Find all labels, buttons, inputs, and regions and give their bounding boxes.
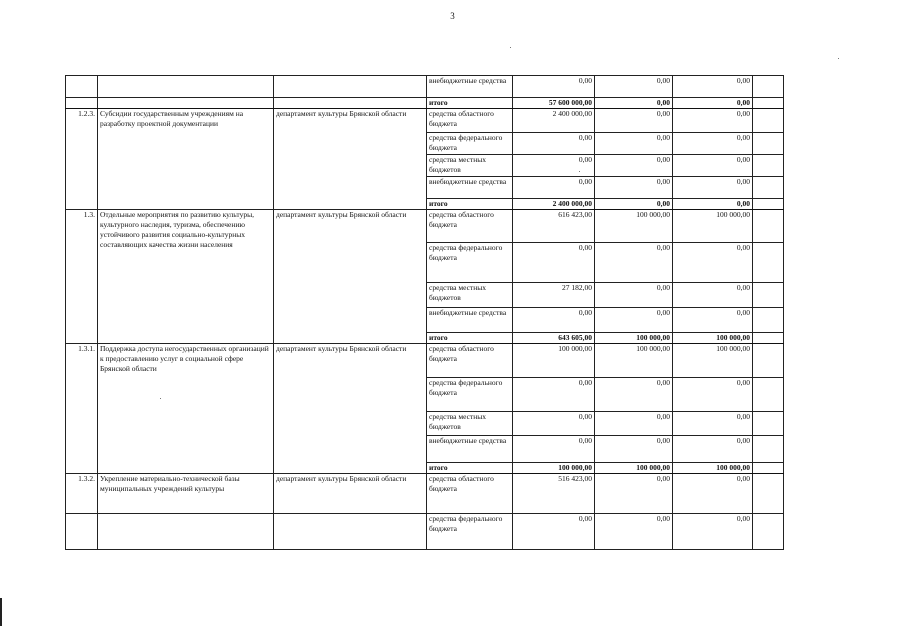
amount-year-2: 100 000,00 (595, 463, 673, 474)
empty-cell (753, 243, 784, 283)
amount-year-1: 100 000,00 (513, 463, 595, 474)
amount-year-1: 0,00 (513, 243, 595, 283)
amount-year-2: 0,00 (595, 514, 673, 550)
amount-year-2: 0,00 (595, 412, 673, 436)
funding-source: внебюджетные средства (427, 76, 513, 98)
table-row (66, 474, 784, 514)
amount-year-2: 0,00 (595, 283, 673, 308)
executor (274, 76, 427, 98)
amount-year-1: 0,00 (513, 177, 595, 199)
empty-cell (753, 514, 784, 550)
funding-source: средства областного бюджета (427, 344, 513, 378)
amount-year-3: 0,00 (673, 283, 753, 308)
row-code: 1.3.2. (66, 474, 98, 514)
amount-year-1: 27 182,00 (513, 283, 595, 308)
funding-source: средства федерального бюджета (427, 378, 513, 412)
amount-year-1: 0,00 (513, 514, 595, 550)
row-code: 1.3.1. (66, 344, 98, 474)
amount-year-3: 0,00 (673, 412, 753, 436)
amount-year-2: 0,00 (595, 98, 673, 109)
amount-year-1: 2 400 000,00 (513, 109, 595, 133)
amount-year-3: 0,00 (673, 177, 753, 199)
row-code (66, 76, 98, 98)
amount-year-3: 100 000,00 (673, 210, 753, 243)
scan-speck (510, 47, 511, 48)
executor: департамент культуры Брянской области (274, 474, 427, 514)
empty-cell (753, 109, 784, 133)
scan-edge-mark (0, 598, 2, 626)
amount-year-3: 0,00 (673, 109, 753, 133)
empty-cell (753, 210, 784, 243)
empty-cell (753, 436, 784, 463)
empty-cell (753, 474, 784, 514)
measure-name: Субсидии государственным учреждениям на разработку проектной документации (98, 109, 274, 210)
amount-year-3: 0,00 (673, 155, 753, 177)
amount-year-2: 0,00 (595, 199, 673, 210)
measure-name (98, 98, 274, 109)
amount-year-1: 57 600 000,00 (513, 98, 595, 109)
amount-year-1: 0,00 (513, 308, 595, 333)
empty-cell (753, 344, 784, 378)
executor: департамент культуры Брянской области (274, 344, 427, 474)
row-code (66, 98, 98, 109)
amount-year-2: 0,00 (595, 177, 673, 199)
row-code: 1.3. (66, 210, 98, 344)
amount-year-1: 0,00 (513, 133, 595, 155)
funding-source: средства местных бюджетов (427, 412, 513, 436)
measure-name (98, 514, 274, 550)
amount-year-3: 0,00 (673, 199, 753, 210)
amount-year-3: 0,00 (673, 378, 753, 412)
executor: департамент культуры Брянской области (274, 210, 427, 344)
funding-source: итого (427, 98, 513, 109)
amount-year-1: 0,00 (513, 155, 595, 177)
amount-year-3: 0,00 (673, 308, 753, 333)
table-row (66, 210, 784, 243)
funding-source: средства областного бюджета (427, 109, 513, 133)
funding-source: средства местных бюджетов (427, 155, 513, 177)
amount-year-2: 0,00 (595, 308, 673, 333)
amount-year-2: 0,00 (595, 243, 673, 283)
measure-name (98, 76, 274, 98)
funding-source: средства федерального бюджета (427, 243, 513, 283)
amount-year-3: 0,00 (673, 133, 753, 155)
amount-year-1: 0,00 (513, 76, 595, 98)
row-code: 1.2.3. (66, 109, 98, 210)
scan-speck (160, 398, 161, 399)
amount-year-1: 643 605,00 (513, 333, 595, 344)
measure-name: Отдельные мероприятия по развитию культуры, культурного наследия, туризма, обеспечению устойчивого развития социально-культурных составляющих качества жизни населения (98, 210, 274, 344)
empty-cell (753, 283, 784, 308)
empty-cell (753, 155, 784, 177)
amount-year-1: 0,00 (513, 436, 595, 463)
measure-name: Укрепление материально-технической базы муниципальных учреждений культуры (98, 474, 274, 514)
amount-year-2: 0,00 (595, 109, 673, 133)
funding-source: внебюджетные средства (427, 177, 513, 199)
page-number: 3 (450, 11, 455, 21)
amount-year-2: 0,00 (595, 436, 673, 463)
table-row (66, 344, 784, 378)
amount-year-3: 100 000,00 (673, 463, 753, 474)
amount-year-1: 2 400 000,00 (513, 199, 595, 210)
funding-source: итого (427, 463, 513, 474)
amount-year-3: 100 000,00 (673, 333, 753, 344)
empty-cell (753, 199, 784, 210)
executor (274, 98, 427, 109)
funding-source: средства местных бюджетов (427, 283, 513, 308)
empty-cell (753, 333, 784, 344)
amount-year-3: 0,00 (673, 474, 753, 514)
scan-speck (838, 58, 839, 59)
amount-year-1: 0,00 (513, 378, 595, 412)
empty-cell (753, 412, 784, 436)
amount-year-2: 100 000,00 (595, 210, 673, 243)
funding-source: средства федерального бюджета (427, 514, 513, 550)
row-code (66, 514, 98, 550)
table-row (66, 76, 784, 98)
empty-cell (753, 463, 784, 474)
amount-year-2: 100 000,00 (595, 344, 673, 378)
funding-source: средства областного бюджета (427, 210, 513, 243)
amount-year-2: 0,00 (595, 378, 673, 412)
amount-year-1: 516 423,00 (513, 474, 595, 514)
amount-year-2: 0,00 (595, 155, 673, 177)
amount-year-3: 0,00 (673, 243, 753, 283)
amount-year-1: 616 423,00 (513, 210, 595, 243)
table-row (66, 514, 784, 550)
empty-cell (753, 76, 784, 98)
empty-cell (753, 133, 784, 155)
executor: департамент культуры Брянской области (274, 109, 427, 210)
funding-source: средства областного бюджета (427, 474, 513, 514)
amount-year-3: 0,00 (673, 436, 753, 463)
funding-source: внебюджетные средства (427, 308, 513, 333)
amount-year-3: 0,00 (673, 76, 753, 98)
amount-year-2: 100 000,00 (595, 333, 673, 344)
funding-source: итого (427, 333, 513, 344)
funding-source: средства федерального бюджета (427, 133, 513, 155)
amount-year-1: 100 000,00 (513, 344, 595, 378)
scan-speck (579, 171, 580, 172)
amount-year-2: 0,00 (595, 133, 673, 155)
funding-source: итого (427, 199, 513, 210)
budget-table (65, 75, 784, 550)
executor (274, 514, 427, 550)
amount-year-2: 0,00 (595, 474, 673, 514)
amount-year-2: 0,00 (595, 76, 673, 98)
empty-cell (753, 177, 784, 199)
empty-cell (753, 308, 784, 333)
empty-cell (753, 98, 784, 109)
empty-cell (753, 378, 784, 412)
amount-year-3: 0,00 (673, 98, 753, 109)
amount-year-3: 0,00 (673, 514, 753, 550)
amount-year-1: 0,00 (513, 412, 595, 436)
table-row (66, 109, 784, 133)
table-row-total (66, 98, 784, 109)
funding-source: внебюджетные средства (427, 436, 513, 463)
amount-year-3: 100 000,00 (673, 344, 753, 378)
measure-name: Поддержка доступа негосударственных организаций к предоставлению услуг в социальной сфере Брянской области (98, 344, 274, 474)
